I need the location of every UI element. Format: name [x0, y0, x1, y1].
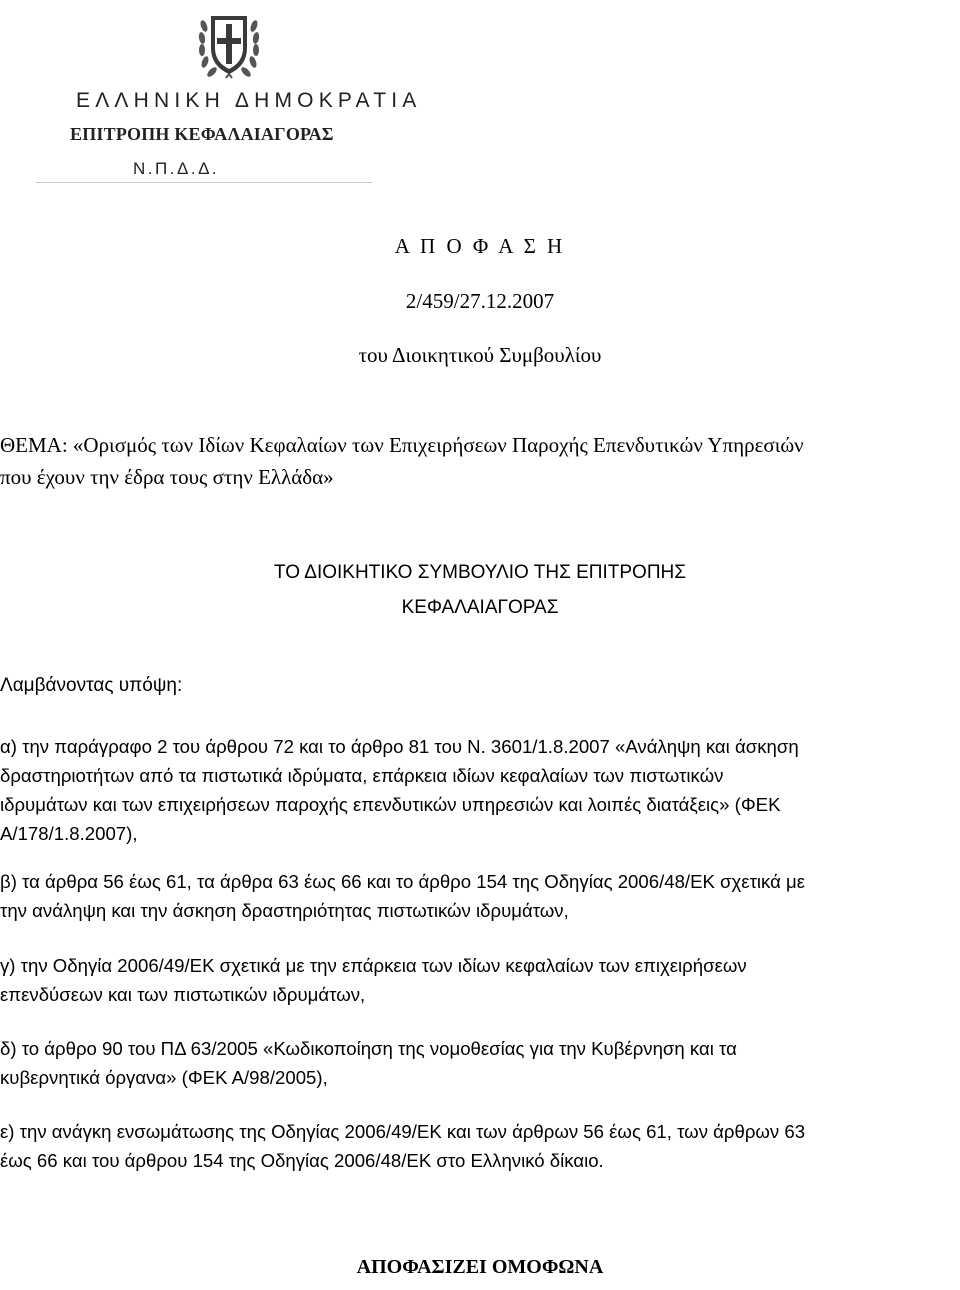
clause-b [0, 867, 958, 925]
subject-line-2: που έχουν την έδρα τους στην Ελλάδα» [0, 465, 334, 489]
clause-d-line-2: κυβερνητικά όργανα» (ΦΕΚ Α/98/2005), [0, 1067, 328, 1088]
clause-e-line-2: έως 66 και του άρθρου 154 της Οδηγίας 2006/48/ΕΚ στο Ελληνικό δίκαιο. [0, 1150, 604, 1171]
decision-number: 2/459/27.12.2007 [405, 289, 555, 313]
clause-a-line-1: α) την παράγραφο 2 του άρθρου 72 και το άρθρο 81 του Ν. 3601/1.8.2007 «Ανάληψη και άσκηση [0, 736, 799, 757]
board-heading-line-1: ΤΟ ΔΙΟΙΚΗΤΙΚΟ ΣΥΜΒΟΥΛΙΟ ΤΗΣ ΕΠΙΤΡΟΠΗΣ [273, 562, 687, 583]
clause-d [0, 1034, 958, 1092]
decision-title: Α Π Ο Φ Α Σ Η [394, 234, 566, 258]
clause-c [0, 951, 958, 1009]
board-heading-line-2: ΚΕΦΑΛΑΙΑΓΟΡΑΣ [401, 597, 559, 618]
subject-line-1: ΘΕΜΑ: «Ορισμός των Ιδίων Κεφαλαίων των Επιχειρήσεων Παροχής Επενδυτικών Υπηρεσιών [0, 433, 804, 457]
letterhead-country: ΕΛΛΗΝΙΚΗ ΔΗΜΟΚΡΑΤΙΑ [76, 89, 422, 112]
letterhead-authority: ΕΠΙΤΡΟΠΗ ΚΕΦΑΛΑΙΑΓΟΡΑΣ [70, 124, 334, 144]
letterhead-legal-form: Ν.Π.Δ.Δ. [133, 159, 220, 178]
letterhead-divider [36, 182, 372, 183]
decision-issuer: του Διοικητικού Συμβουλίου [358, 343, 602, 367]
clause-c-line-1: γ) την Οδηγία 2006/49/ΕΚ σχετικά με την επάρκεια των ιδίων κεφαλαίων των επιχειρήσεων [0, 955, 747, 976]
clause-e-line-1: ε) την ανάγκη ενσωμάτωσης της Οδηγίας 2006/49/ΕΚ και των άρθρων 56 έως 61, των άρθρων 63 [0, 1121, 806, 1142]
clause-b-line-2: την ανάληψη και την άσκηση δραστηριότητας πιστωτικών ιδρυμάτων, [0, 900, 569, 921]
clause-e [0, 1117, 958, 1175]
considering-label: Λαμβάνοντας υπόψη: [0, 675, 183, 696]
greek-coat-of-arms-icon [196, 4, 262, 82]
clause-a-line-3: ιδρυμάτων και των επιχειρήσεων παροχής επενδυτικών υπηρεσιών και λοιπές διατάξεις» (ΦΕΚ [0, 794, 781, 815]
letterhead [36, 0, 422, 184]
clause-b-line-1: β) τα άρθρα 56 έως 61, τα άρθρα 63 έως 66 και το άρθρο 154 της Οδηγίας 2006/48/ΕΚ σχετικά με [0, 871, 806, 892]
clause-a-line-4: Α/178/1.8.2007), [0, 823, 138, 844]
subject [0, 429, 960, 493]
clause-c-line-2: επενδύσεων και των πιστωτικών ιδρυμάτων, [0, 984, 366, 1005]
clause-d-line-1: δ) το άρθρο 90 του ΠΔ 63/2005 «Κωδικοποίηση της νομοθεσίας για την Κυβέρνηση και τα [0, 1038, 737, 1059]
clause-a-line-2: δραστηριοτήτων από τα πιστωτικά ιδρύματα, επάρκεια ιδίων κεφαλαίων των πιστωτικών [0, 765, 724, 786]
clause-a [0, 732, 958, 848]
decision-conclusion: ΑΠΟΦΑΣΙΖΕΙ ΟΜΟΦΩΝΑ [356, 1256, 604, 1278]
